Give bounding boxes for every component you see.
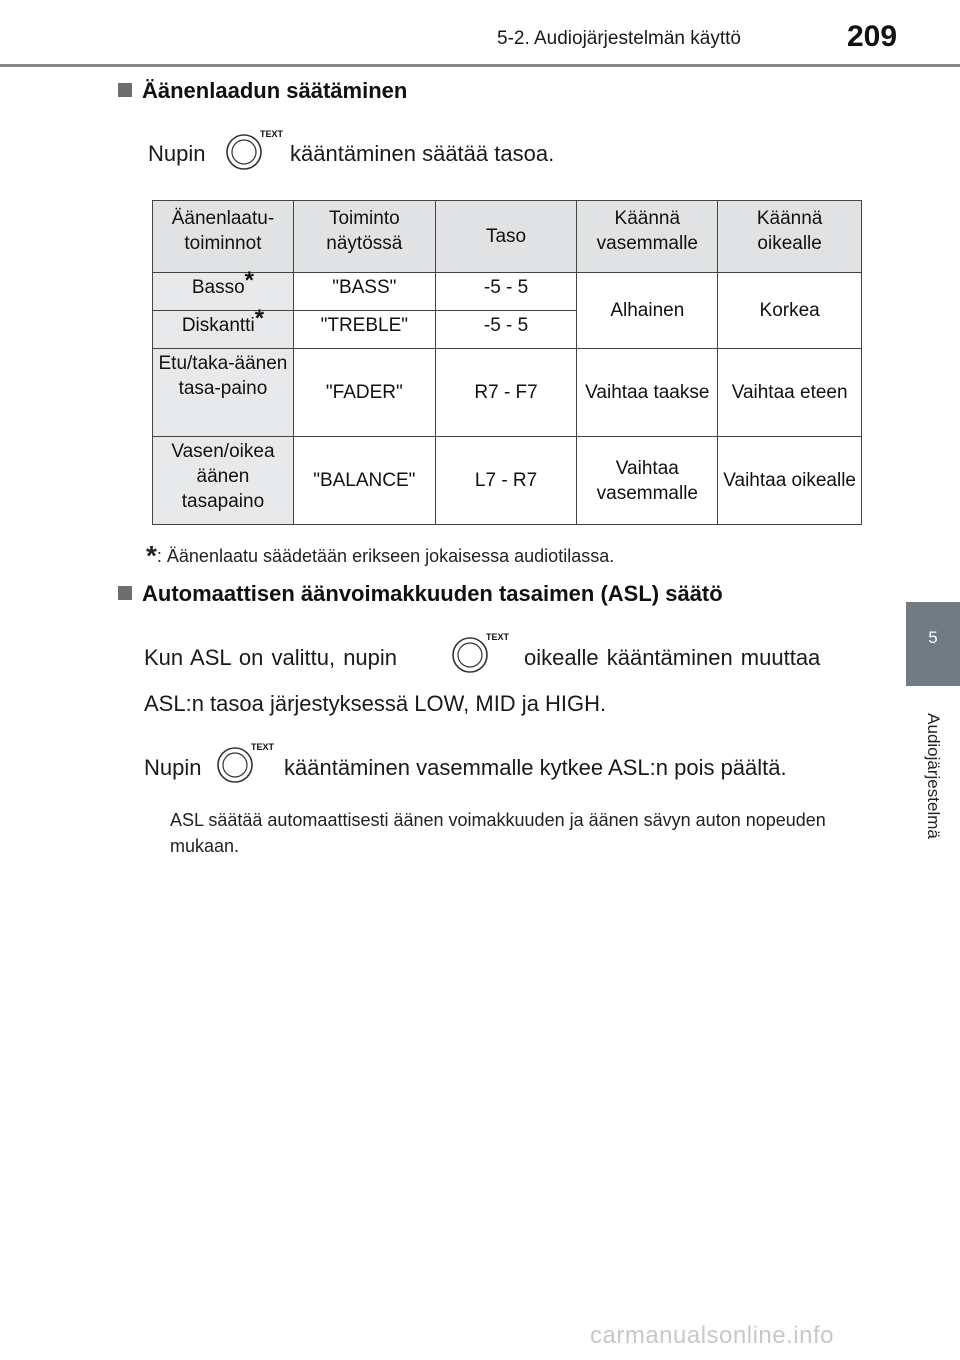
function-cell (153, 267, 294, 311)
knob-label: TEXT (251, 742, 275, 752)
asl-text-line2: ASL:n tasoa järjestyksessä LOW, MID ja HIGH. (144, 691, 607, 716)
square-bullet-icon (118, 586, 132, 600)
footnote-marker: * (254, 305, 265, 332)
table-row (153, 349, 862, 437)
section-title: Automaattisen äänvoimakkuuden tasaimen (ASL) säätö (142, 581, 723, 606)
header-divider (0, 64, 960, 67)
section-heading-asl (118, 581, 723, 607)
section-heading-sound-quality (118, 78, 407, 104)
instruction-text-end: kääntäminen säätää tasoa. (290, 141, 555, 166)
display-cell: "FADER" (293, 349, 435, 437)
display-cell: "TREBLE" (293, 311, 435, 349)
footnote-text: : Äänenlaatu säädetään erikseen jokaisessa audiotilassa. (156, 546, 615, 566)
turn-left-cell: Vaihtaa vasemmalle (577, 437, 718, 525)
table-footnote (146, 540, 614, 572)
header-section-title: 5-2. Audiojärjestelmän käyttö (497, 28, 741, 49)
table-header-cell: Käännä vasemmalle (577, 201, 718, 273)
table-header-cell: Toiminto näytössä (293, 201, 435, 273)
asl-off-text-start: Nupin (144, 755, 202, 780)
tune-knob-icon (222, 127, 284, 173)
level-cell: -5 - 5 (435, 311, 577, 349)
footnote-marker: * (244, 267, 255, 294)
square-bullet-icon (118, 83, 132, 97)
knob-label: TEXT (260, 129, 284, 139)
chapter-tab (906, 602, 960, 686)
table-header-cell: Käännä oikealle (718, 201, 862, 273)
asl-note: ASL säätää automaattisesti äänen voimakkuuden ja äänen sävyn auton nopeuden mukaan. (170, 810, 826, 856)
display-cell: "BALANCE" (293, 437, 435, 525)
section-title: Äänenlaadun säätäminen (142, 78, 408, 103)
function-name: Diskantti (181, 315, 255, 336)
page-number: 209 (847, 20, 898, 53)
turn-right-cell: Korkea (718, 273, 862, 349)
turn-left-cell: Alhainen (577, 273, 718, 349)
knob-label: TEXT (486, 632, 510, 642)
function-name: Basso (191, 277, 245, 298)
function-cell: Vasen/oikea äänen tasapaino (153, 437, 294, 525)
level-cell: L7 - R7 (435, 437, 577, 525)
watermark: carmanualsonline.info (590, 1322, 834, 1349)
footnote-marker: * (146, 540, 157, 571)
chapter-label: Audiojärjestelmä (924, 713, 943, 839)
tune-knob-icon (213, 740, 275, 786)
turn-right-cell: Vaihtaa eteen (718, 349, 862, 437)
instruction-text-start: Nupin (148, 141, 206, 166)
sound-settings-table (152, 200, 862, 525)
turn-left-cell: Vaihtaa taakse (577, 349, 718, 437)
function-cell (153, 305, 294, 349)
table-header-cell: Äänenlaatu-toiminnot (153, 201, 294, 273)
asl-text-start: Kun ASL on valittu, nupin (144, 645, 398, 670)
function-cell: Etu/taka-äänen tasa-paino (153, 349, 294, 437)
asl-text-end: oikealle kääntäminen muuttaa (524, 645, 821, 670)
asl-off-text-end: kääntäminen vasemmalle kytkee ASL:n pois päältä. (284, 755, 787, 780)
chapter-number: 5 (928, 628, 938, 647)
display-cell: "BASS" (293, 273, 435, 311)
level-cell: R7 - F7 (435, 349, 577, 437)
tune-knob-icon (448, 630, 510, 676)
table-row (153, 437, 862, 525)
table-header-row (153, 201, 862, 273)
table-header-cell: Taso (435, 201, 577, 273)
level-cell: -5 - 5 (435, 273, 577, 311)
turn-right-cell: Vaihtaa oikealle (718, 437, 862, 525)
